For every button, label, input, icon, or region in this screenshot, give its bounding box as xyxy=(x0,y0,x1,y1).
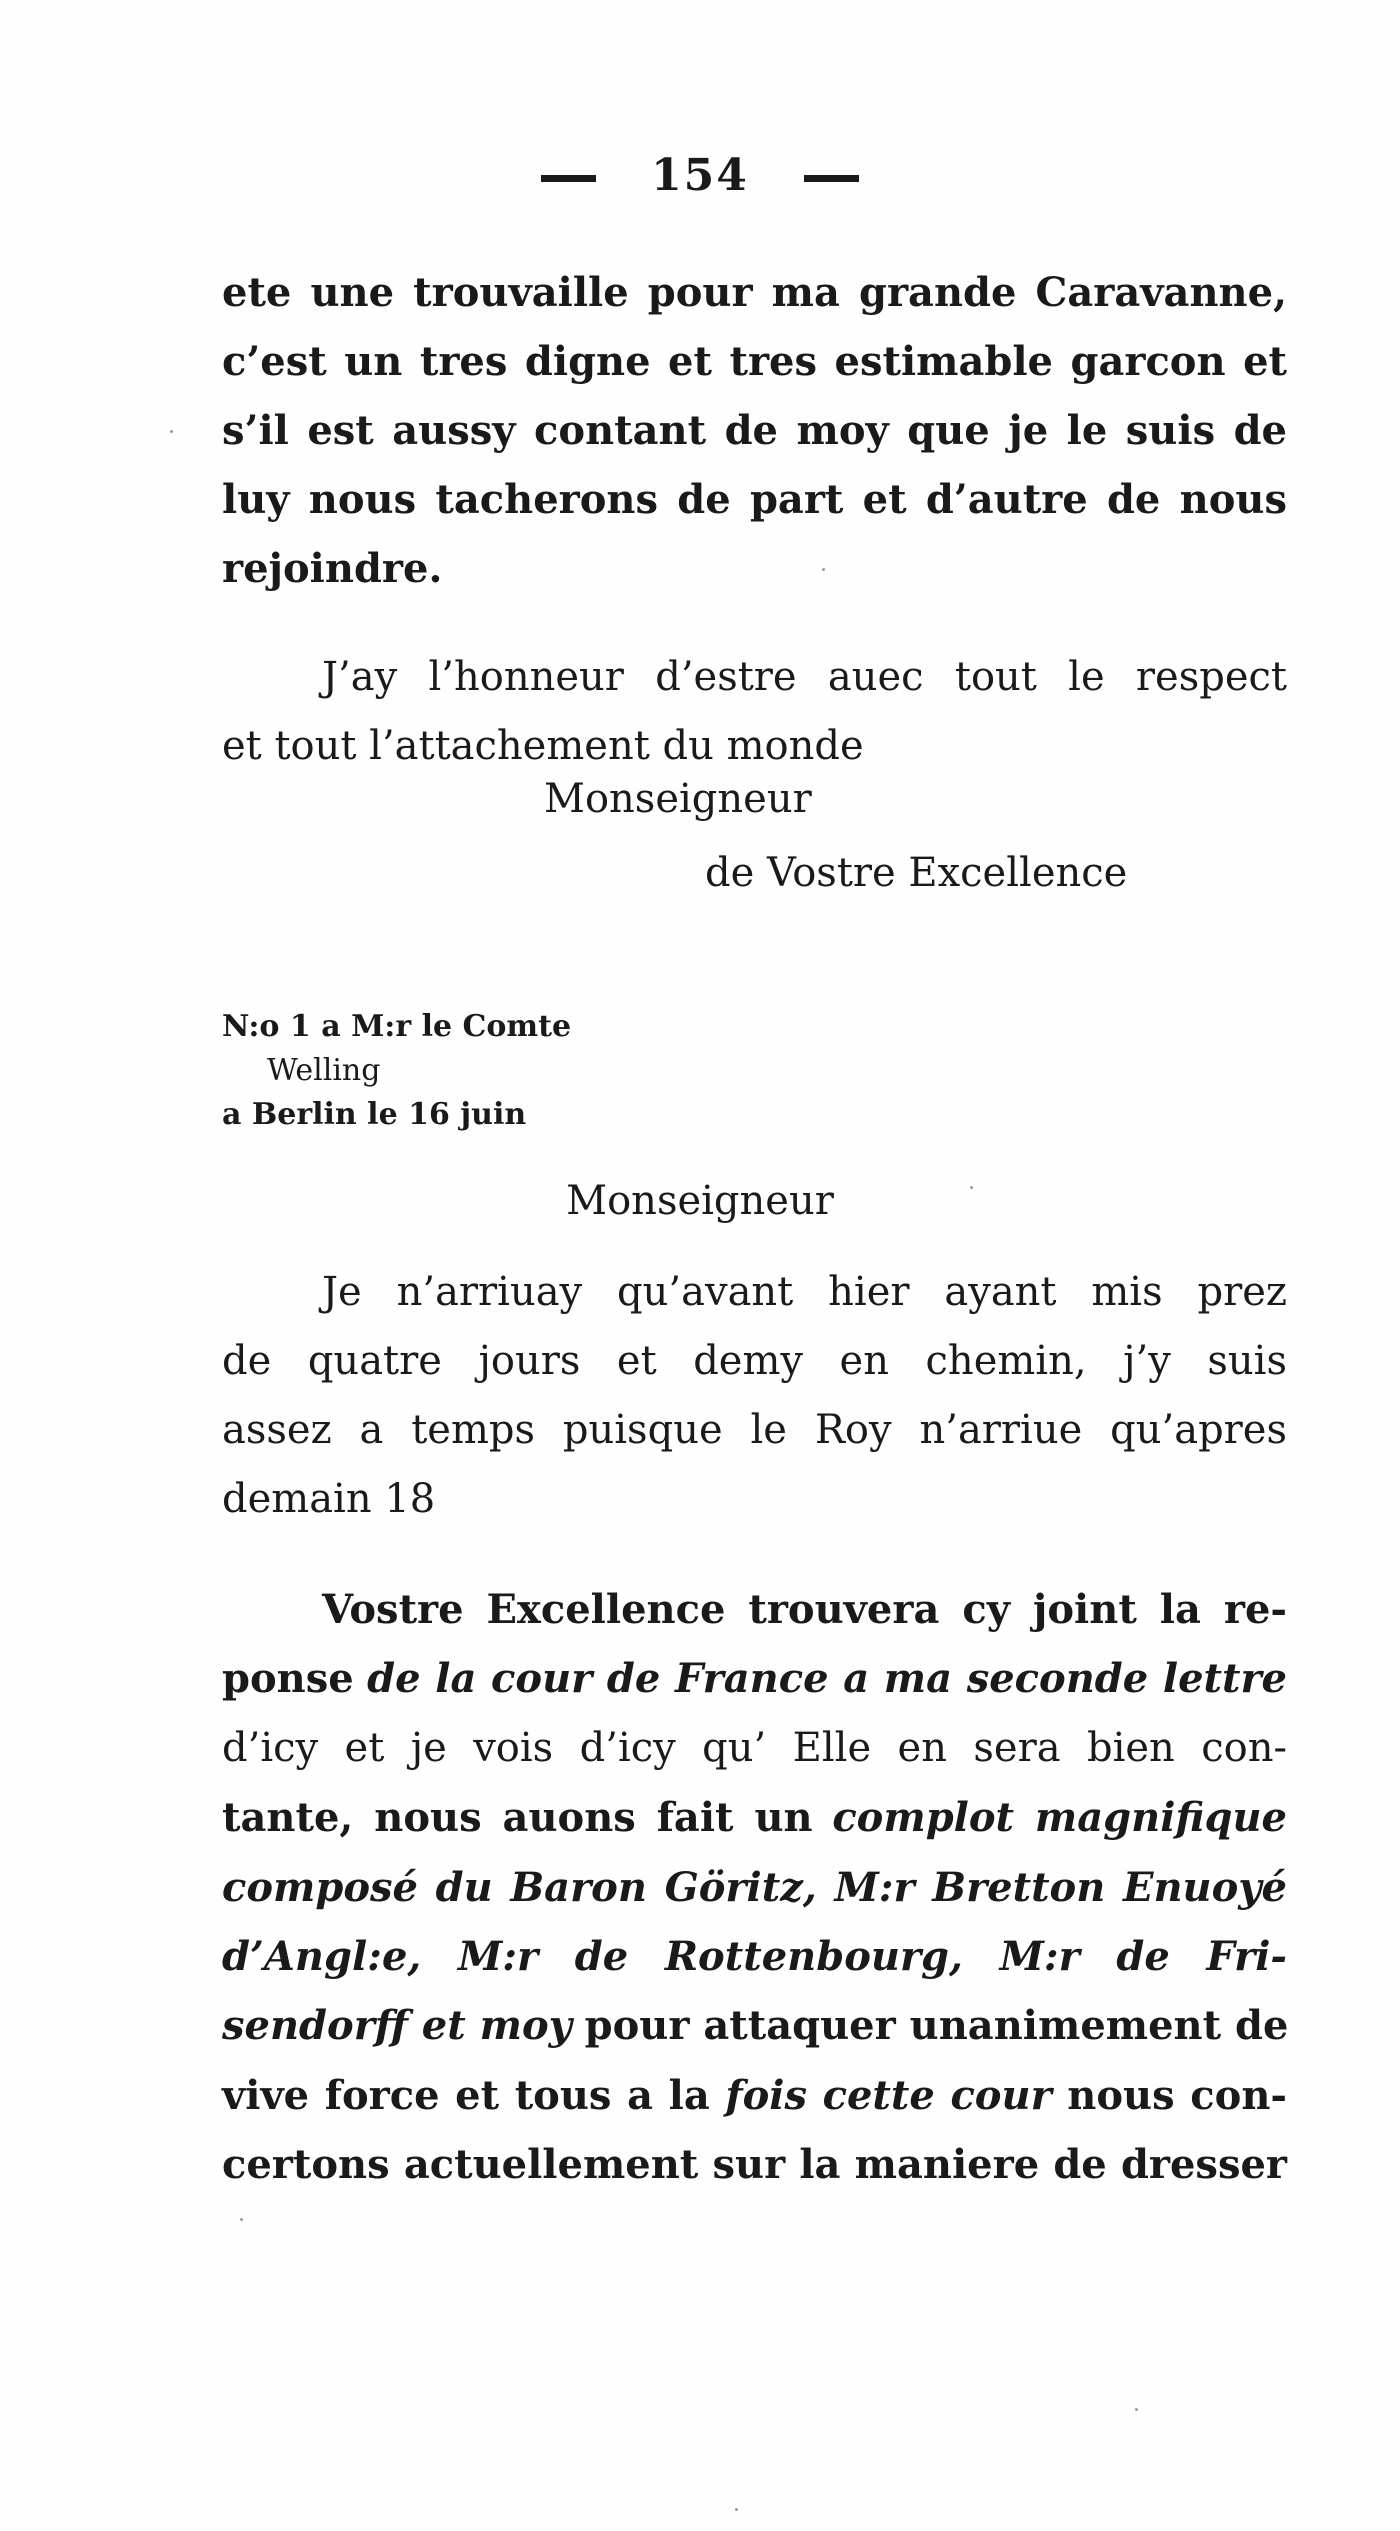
text-line: vive force et tous a la fois cette cour nous con- xyxy=(222,2072,1288,2119)
letter-heading-line: Welling xyxy=(267,1053,381,1088)
text-line: ponse de la cour de France a ma seconde lettre xyxy=(222,1655,1288,1702)
text-line: Je n’arriuay qu’avant hier ayant mis prez xyxy=(322,1269,1287,1315)
text-line: rejoindre. xyxy=(222,545,443,592)
text-line: Vostre Excellence trouvera cy joint la re- xyxy=(322,1586,1287,1633)
paragraph-3 xyxy=(222,1258,1287,1534)
page-number: 154 xyxy=(651,150,749,201)
text-line: certons actuellement sur la maniere de dresser xyxy=(222,2141,1287,2188)
greeting: Monseigneur xyxy=(566,1178,834,1224)
letter-heading-line: N:o 1 a M:r le Comte xyxy=(222,1009,572,1044)
text-line: sendorff et moy pour attaquer unanimement de xyxy=(222,2002,1289,2049)
text-line: assez a temps puisque le Roy n’arriue qu’apres xyxy=(222,1407,1287,1453)
text-line: tante, nous auons fait un complot magnifique xyxy=(222,1794,1287,1841)
closing-signoff: de Vostre Excellence xyxy=(705,850,1128,896)
paper-speck xyxy=(170,430,173,433)
header-dash-right xyxy=(804,175,859,182)
letter-heading-line: a Berlin le 16 juin xyxy=(222,1097,527,1132)
paragraph-1 xyxy=(222,258,1287,603)
paragraph-2 xyxy=(222,643,1287,781)
letter-heading xyxy=(222,1005,571,1137)
text-line: demain 18 xyxy=(222,1476,436,1522)
page-header xyxy=(0,150,1400,201)
paper-speck xyxy=(240,2218,243,2221)
paper-speck xyxy=(1135,2408,1138,2411)
paper-speck xyxy=(970,1186,973,1189)
text-line: de quatre jours et demy en chemin, j’y suis xyxy=(222,1338,1287,1384)
header-dash-left xyxy=(541,175,596,182)
text-line: d’Angl:e, M:r de Rottenbourg, M:r de Fri- xyxy=(222,1933,1287,1980)
text-line: ete une trouvaille pour ma grande Caravanne, xyxy=(222,269,1287,316)
text-line: c’est un tres digne et tres estimable garcon et xyxy=(222,338,1287,385)
text-line: luy nous tacherons de part et d’autre de nous xyxy=(222,476,1287,523)
text-line: et tout l’attachement du monde xyxy=(222,723,864,769)
paper-speck xyxy=(735,2508,738,2511)
paper-speck xyxy=(822,568,825,571)
paragraph-4 xyxy=(222,1575,1287,2199)
text-line: s’il est aussy contant de moy que je le suis de xyxy=(222,407,1287,454)
text-line: J’ay l’honneur d’estre auec tout le respect xyxy=(322,654,1287,700)
text-line: composé du Baron Göritz, M:r Bretton Enuoyé xyxy=(222,1864,1287,1911)
closing-salutation: Monseigneur xyxy=(544,776,812,822)
text-line: d’icy et je vois d’icy qu’ Elle en sera bien con- xyxy=(222,1725,1287,1771)
